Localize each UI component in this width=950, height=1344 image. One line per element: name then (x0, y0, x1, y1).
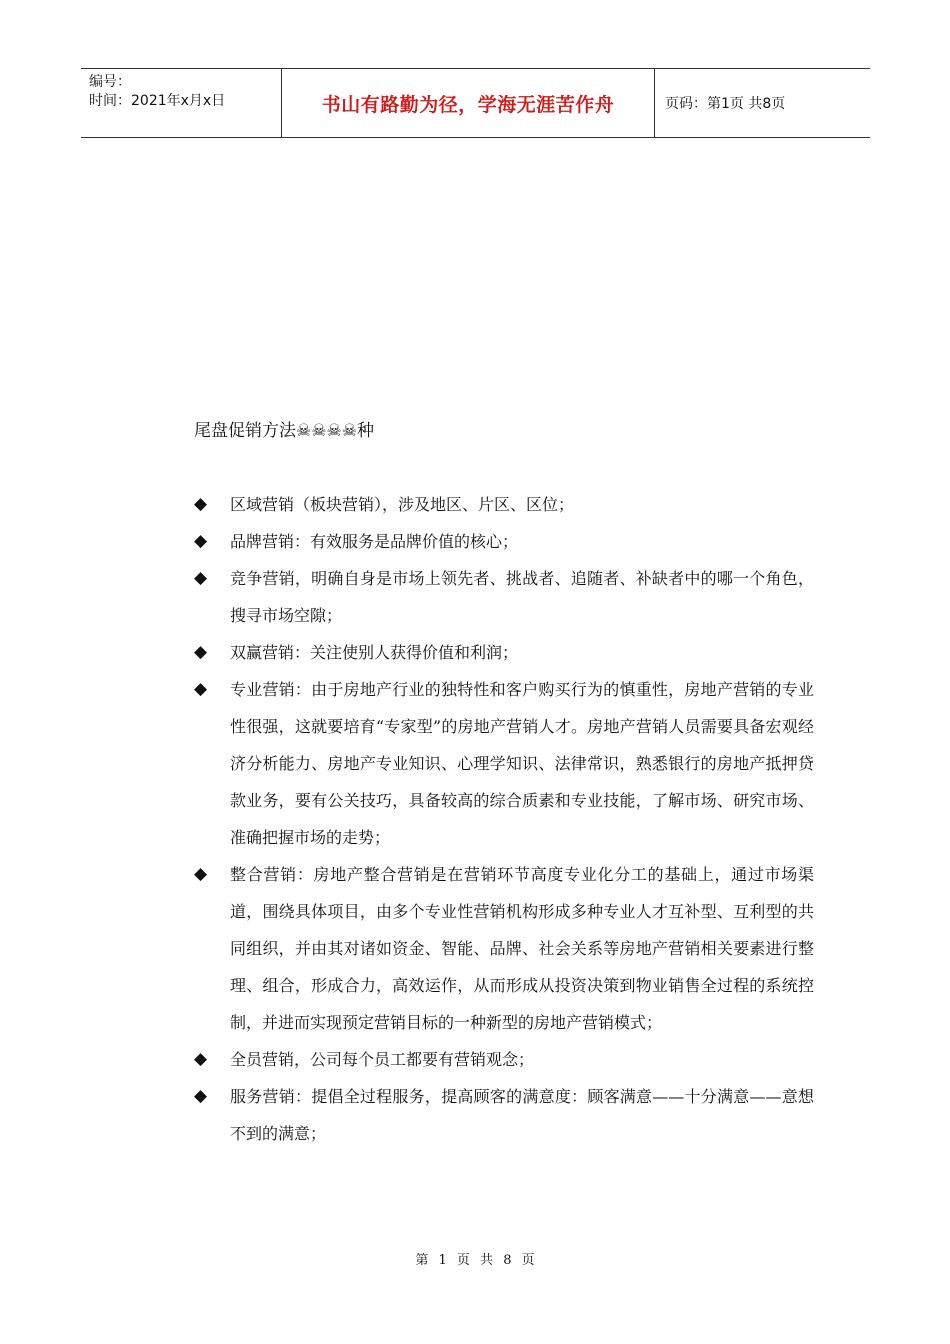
document-title: 尾盘促销方法☠☠☠☠种 (194, 421, 374, 441)
list-item-text: 双赢营销：关注使别人获得价值和利润； (230, 643, 519, 662)
list-item (194, 634, 814, 671)
promotion-methods-list (194, 486, 814, 1152)
list-item-text: 区域营销（板块营销），涉及地区、片区、区位； (230, 495, 575, 514)
header-page-cell (655, 69, 870, 137)
diamond-bullet-icon: ◆ (194, 494, 208, 514)
list-item-text: 服务营销：提倡全过程服务，提高顾客的满意度：顾客满意——十分满意——意想不到的满意； (230, 1087, 814, 1143)
diamond-bullet-icon: ◆ (194, 1086, 208, 1106)
list-item (194, 560, 814, 634)
diamond-bullet-icon: ◆ (194, 531, 208, 551)
header-motto: 书山有路勤为径，学海无涯苦作舟 (321, 93, 615, 116)
list-item (194, 856, 814, 1041)
document-date: 时间：2021年x月x日 (89, 93, 226, 109)
footer-page-number: 第 1 页 共 8 页 (415, 1253, 535, 1268)
list-item-text: 全员营销，公司每个员工都要有营销观念； (230, 1050, 535, 1069)
list-item-text: 品牌营销：有效服务是品牌价值的核心； (230, 532, 519, 551)
diamond-bullet-icon: ◆ (194, 1049, 208, 1069)
list-item (194, 671, 814, 856)
list-item-text: 整合营销：房地产整合营销是在营销环节高度专业化分工的基础上，通过市场渠道，围绕具体项目，由多个专业性营销机构形成多种专业人才互补型、互利型的共同组织，并由其对诸如资金、智能、品牌、社会关系等房地产营销相关要素进行整理、组合，形成合力，高效运作，从而形成从投资决策到物业销售全过程的系统控制，并进而实现预定营销目标的一种新型的房地产营销模式； (230, 865, 814, 1032)
diamond-bullet-icon: ◆ (194, 642, 208, 662)
diamond-bullet-icon: ◆ (194, 568, 208, 588)
header-table (81, 68, 870, 138)
header-page-info: 页码：第1页 共8页 (665, 96, 786, 112)
header-meta-cell (81, 69, 282, 137)
header-motto-cell (282, 69, 655, 137)
diamond-bullet-icon: ◆ (194, 864, 208, 884)
diamond-bullet-icon: ◆ (194, 679, 208, 699)
list-item (194, 523, 814, 560)
list-item-text: 竞争营销，明确自身是市场上领先者、挑战者、追随者、补缺者中的哪一个角色，搜寻市场空隙； (230, 569, 814, 625)
list-item (194, 1078, 814, 1152)
list-item (194, 1041, 814, 1078)
list-item (194, 486, 814, 523)
document-number-label: 编号： (89, 74, 131, 90)
list-item-text: 专业营销：由于房地产行业的独特性和客户购买行为的慎重性，房地产营销的专业性很强，这就要培育“专家型”的房地产营销人才。房地产营销人员需要具备宏观经济分析能力、房地产专业知识、心理学知识、法律常识，熟悉银行的房地产抵押贷款业务，要有公关技巧，具备较高的综合质素和专业技能，了解市场、研究市场、准确把握市场的走势； (230, 680, 814, 847)
